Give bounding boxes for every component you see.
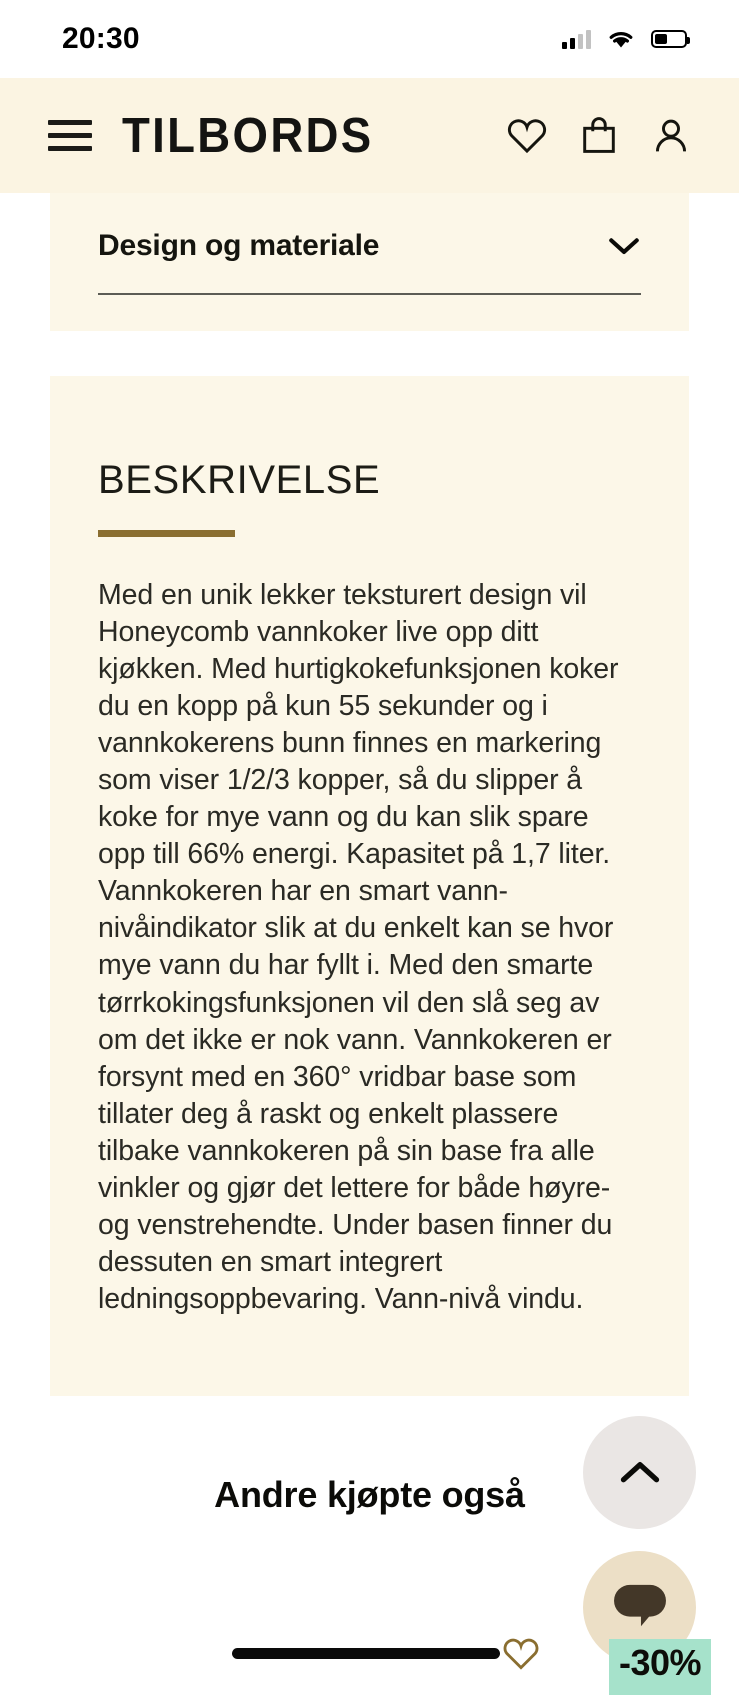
accordion-title: Design og materiale: [98, 229, 380, 262]
wifi-icon: [606, 28, 636, 50]
chevron-down-icon[interactable]: [607, 235, 641, 257]
status-bar-indicators: [562, 28, 687, 50]
panel-separator: [0, 331, 739, 376]
home-indicator: [232, 1648, 500, 1659]
hamburger-menu-icon[interactable]: [48, 120, 92, 151]
heading-underline-rule: [98, 530, 235, 537]
header-icon-group: [505, 114, 693, 158]
site-header: [0, 78, 739, 193]
recommendations-heading: Andre kjøpte også: [214, 1473, 525, 1515]
recommendations-section: [0, 1396, 739, 1683]
battery-icon: [651, 30, 687, 48]
shopping-bag-icon[interactable]: [577, 114, 621, 158]
description-panel: [50, 376, 689, 1396]
discount-badge: -30%: [609, 1639, 711, 1695]
site-logo[interactable]: TILBORDS: [122, 108, 374, 163]
accordion-panel: [50, 193, 689, 331]
description-body-text: Med en unik lekker teksturert design vil Honeycomb vannkoker live opp ditt kjøkken. Med hurtigkokefunksjonen koker du en kopp på kun 55 sekunder og i vannkokerens bunn finnes en markering som viser 1/2/3 kopper, så du slipper å koke for mye vann og du kan slik spare opp till 66% energi. Kapasitet på 1,7 liter. Vannkokeren har en smart vann-nivåindikator slik at du enkelt kan se hvor mye vann du har fyllt i. Med den smarte tørrkokingsfunksjonen vil den slå seg av om det ikke er nok vann. Vannkokeren er forsynt med en 360° vridbar base som tillater deg å raskt og enkelt plassere tilbake vannkokeren på sin base fra alle vinkler og gjør det lettere for både høyre- og venstrehendte. Under basen finner du dessuten en smart integrert ledningsoppbevaring. Vann-nivå vindu.: [98, 579, 619, 1315]
wishlist-heart-icon[interactable]: [505, 114, 549, 158]
description-heading: BESKRIVELSE: [98, 458, 381, 502]
chevron-up-icon: [618, 1458, 662, 1486]
cellular-signal-icon: [562, 29, 591, 49]
accordion-item-design-og-materiale[interactable]: [98, 229, 641, 295]
user-account-icon[interactable]: [649, 114, 693, 158]
status-bar-time: 20:30: [62, 22, 140, 55]
product-card-peek: [0, 1586, 739, 1696]
scroll-to-top-button[interactable]: [583, 1416, 696, 1529]
heart-outline-icon[interactable]: [501, 1634, 541, 1674]
status-bar: [0, 0, 739, 78]
